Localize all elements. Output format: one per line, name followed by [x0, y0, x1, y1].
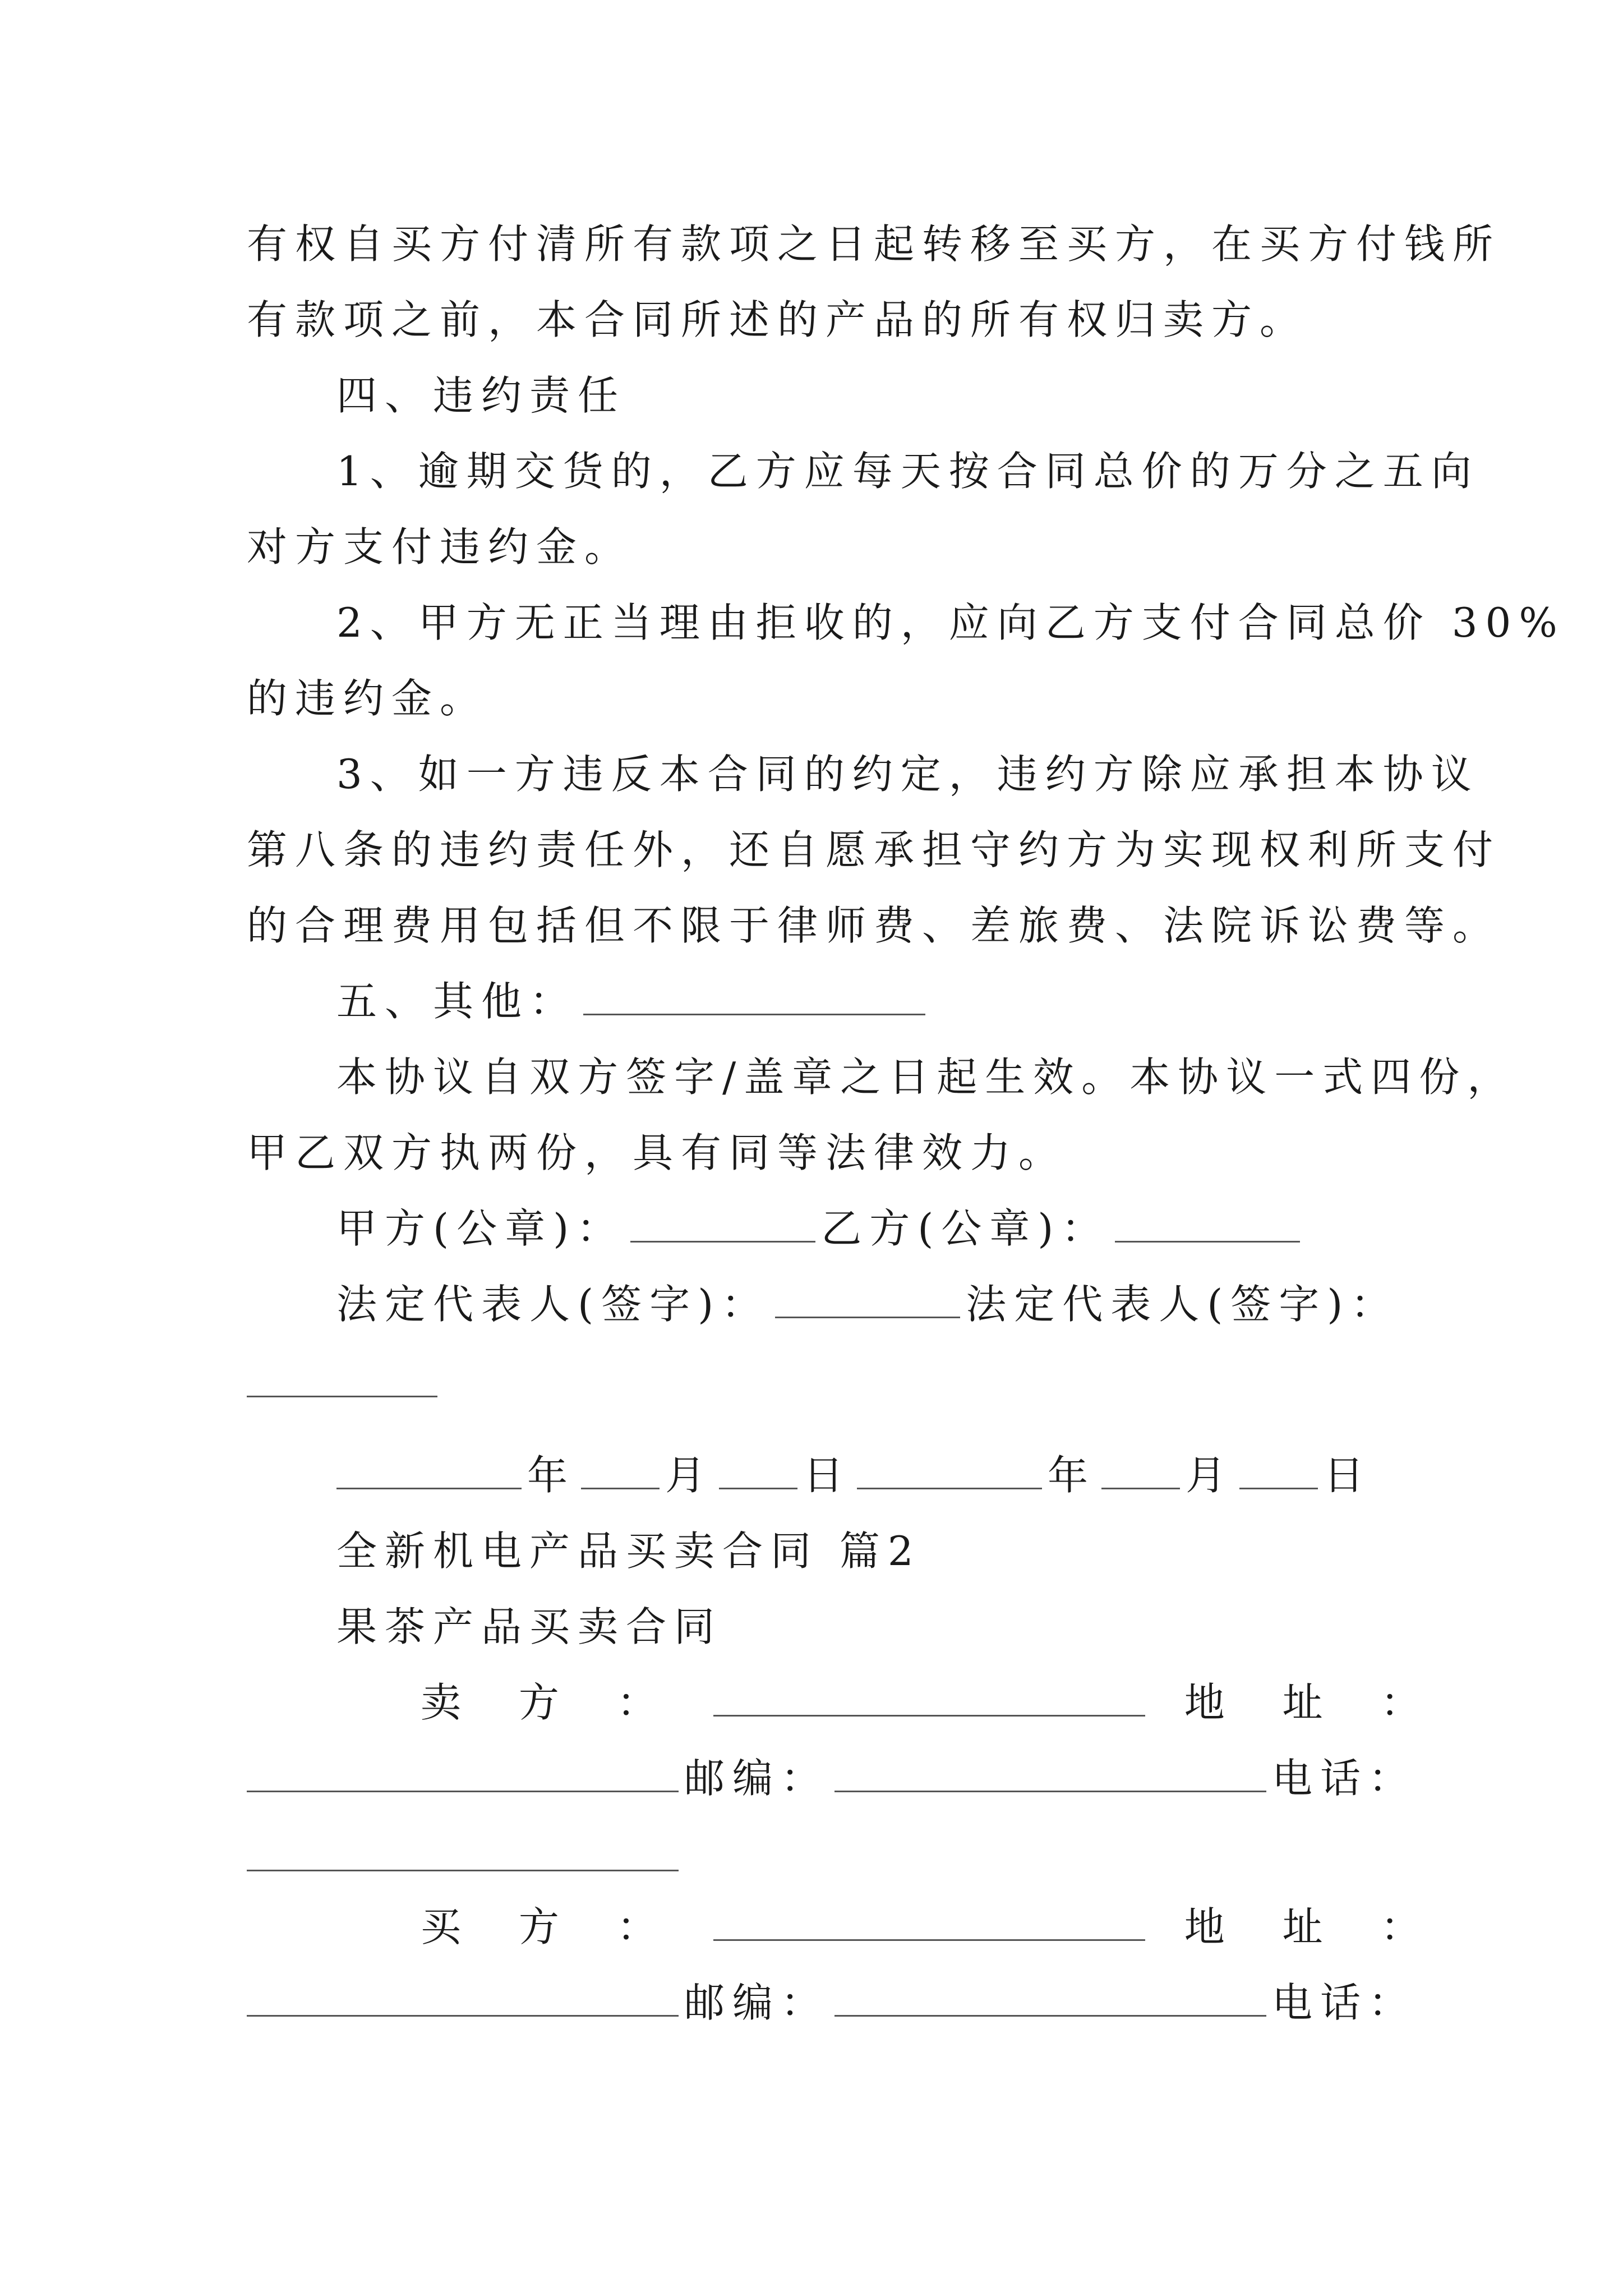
seller-address-blank	[247, 1746, 679, 1792]
month-b-blank	[1101, 1443, 1180, 1489]
buyer-phone-label: 电话：	[1272, 1979, 1417, 2026]
seller-phone-blank	[247, 1870, 679, 1871]
seller-contact-line	[247, 1742, 1417, 1815]
buyer-address-blank	[247, 1970, 679, 2017]
seller-postcode-label: 邮编：	[684, 1755, 829, 1802]
year-b-label: 年	[1048, 1452, 1096, 1499]
other-clause-label: 五、其他：	[336, 978, 578, 1025]
month-b-label: 月	[1186, 1452, 1234, 1499]
rep-a-label: 法定代表人(签字)：	[336, 1281, 770, 1328]
paragraph-line: 有权自买方付清所有款项之日起转移至买方，在买方付钱所	[247, 220, 1501, 268]
paragraph-line: 有款项之前，本合同所述的产品的所有权归卖方。	[247, 296, 1308, 343]
seller-address-label: 地 址 ：	[1184, 1679, 1444, 1726]
buyer-line	[421, 1890, 1444, 1963]
seal-line	[336, 1192, 1402, 1265]
year-b-blank	[857, 1443, 1042, 1489]
day-a-blank	[719, 1443, 797, 1489]
party-b-seal-label: 乙方(公章)：	[821, 1205, 1110, 1252]
buyer-label: 买 方 ：	[421, 1903, 680, 1950]
party-a-seal-label: 甲方(公章)：	[336, 1205, 625, 1252]
paragraph-line: 3、如一方违反本合同的约定，违约方除应承担本协议	[336, 751, 1479, 798]
buyer-address-label: 地 址 ：	[1184, 1903, 1444, 1950]
section-title: 全新机电产品买卖合同 篇2	[336, 1527, 921, 1575]
rep-b-label: 法定代表人(签字)：	[966, 1281, 1399, 1328]
year-a-blank	[336, 1443, 522, 1489]
paragraph-line: 的违约金。	[247, 675, 488, 722]
rep-a-blank	[775, 1272, 960, 1318]
other-clause-blank	[583, 969, 925, 1015]
party-b-seal-blank	[1115, 1196, 1300, 1243]
seller-name-blank	[713, 1670, 1145, 1717]
seller-phone-label: 电话：	[1272, 1755, 1417, 1802]
paragraph-line: 对方支付违约金。	[247, 523, 633, 570]
paragraph-line: 2、甲方无正当理由拒收的，应向乙方支付合同总价 30%	[336, 599, 1565, 646]
representative-line	[336, 1268, 1402, 1341]
day-b-label: 日	[1324, 1452, 1372, 1499]
seller-postcode-blank	[834, 1746, 1266, 1792]
date-line	[336, 1439, 1402, 1512]
buyer-contact-line	[247, 1966, 1417, 2039]
day-b-blank	[1239, 1443, 1318, 1489]
party-a-seal-blank	[630, 1196, 815, 1243]
paragraph-line: 1、逾期交货的，乙方应每天按合同总价的万分之五向	[336, 448, 1479, 495]
buyer-postcode-blank	[834, 1970, 1266, 2017]
year-a-label: 年	[527, 1452, 576, 1499]
seller-line	[421, 1666, 1444, 1739]
month-a-blank	[581, 1443, 660, 1489]
other-clause	[336, 965, 1402, 1038]
paragraph-line: 本协议自双方签字/盖章之日起生效。本协议一式四份，	[336, 1053, 1516, 1101]
month-a-label: 月	[665, 1452, 714, 1499]
seller-label: 卖 方 ：	[421, 1679, 680, 1726]
buyer-name-blank	[713, 1894, 1145, 1941]
section-heading: 四、违约责任	[336, 372, 626, 419]
buyer-postcode-label: 邮编：	[684, 1979, 829, 2026]
contract-subtitle: 果茶产品买卖合同	[336, 1603, 723, 1650]
paragraph-line: 的合理费用包括但不限于律师费、差旅费、法院诉讼费等。	[247, 902, 1501, 949]
paragraph-line: 第八条的违约责任外，还自愿承担守约方为实现权利所支付	[247, 826, 1501, 873]
rep-b-blank	[247, 1396, 437, 1397]
paragraph-line: 甲乙双方执两份，具有同等法律效力。	[247, 1129, 1067, 1176]
day-a-label: 日	[803, 1452, 852, 1499]
